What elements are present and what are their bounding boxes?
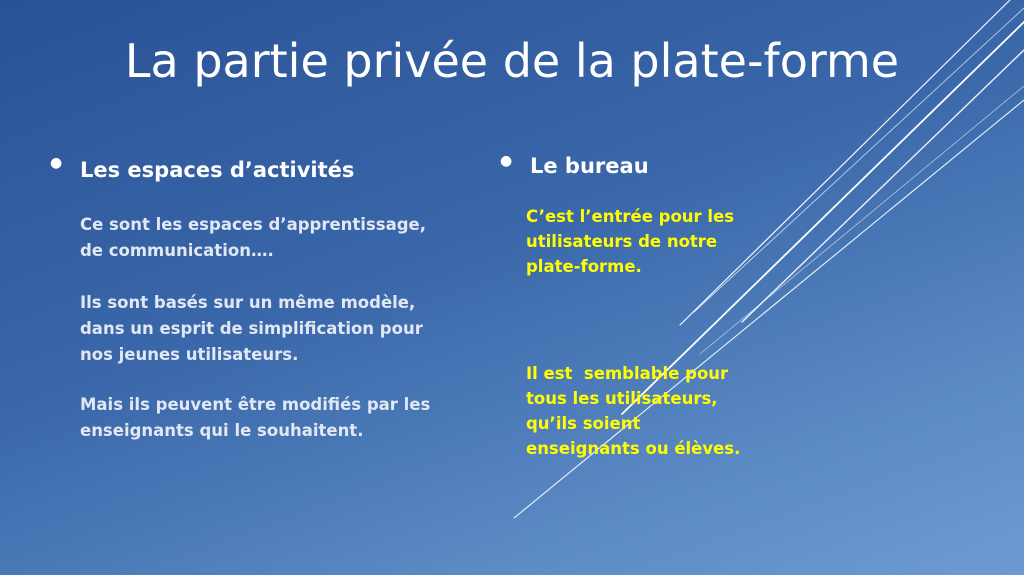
activity-spaces-heading: Les espaces d’activités (80, 158, 355, 182)
deco-line (742, 50, 1024, 322)
bullet-icon: ● (500, 153, 513, 169)
bullet-activity-spaces (50, 152, 480, 186)
right-paragraph-1: C’est l’entrée pour les utilisateurs de notre plate-forme. (526, 207, 735, 276)
desk-heading: Le bureau (530, 154, 649, 178)
right-column (500, 150, 770, 461)
left-paragraph-3: Mais ils peuvent être modifiés par les enseignants qui le souhaitent. (80, 395, 431, 440)
bullet-icon: ● (50, 155, 63, 171)
left-column (50, 152, 480, 444)
left-paragraph-2: Ils sont basés sur un même modèle, dans un esprit de simplification pour nos jeunes utilisateurs. (80, 293, 423, 364)
slide-title: La partie privée de la plate-forme (124, 34, 900, 88)
right-paragraph-2: Il est semblable pour tous les utilisateurs, qu’ils soient enseignants ou élèves. (526, 364, 741, 458)
bullet-desk (500, 150, 770, 182)
left-paragraph-1: Ce sont les espaces d’apprentissage, de communication…. (80, 215, 426, 260)
